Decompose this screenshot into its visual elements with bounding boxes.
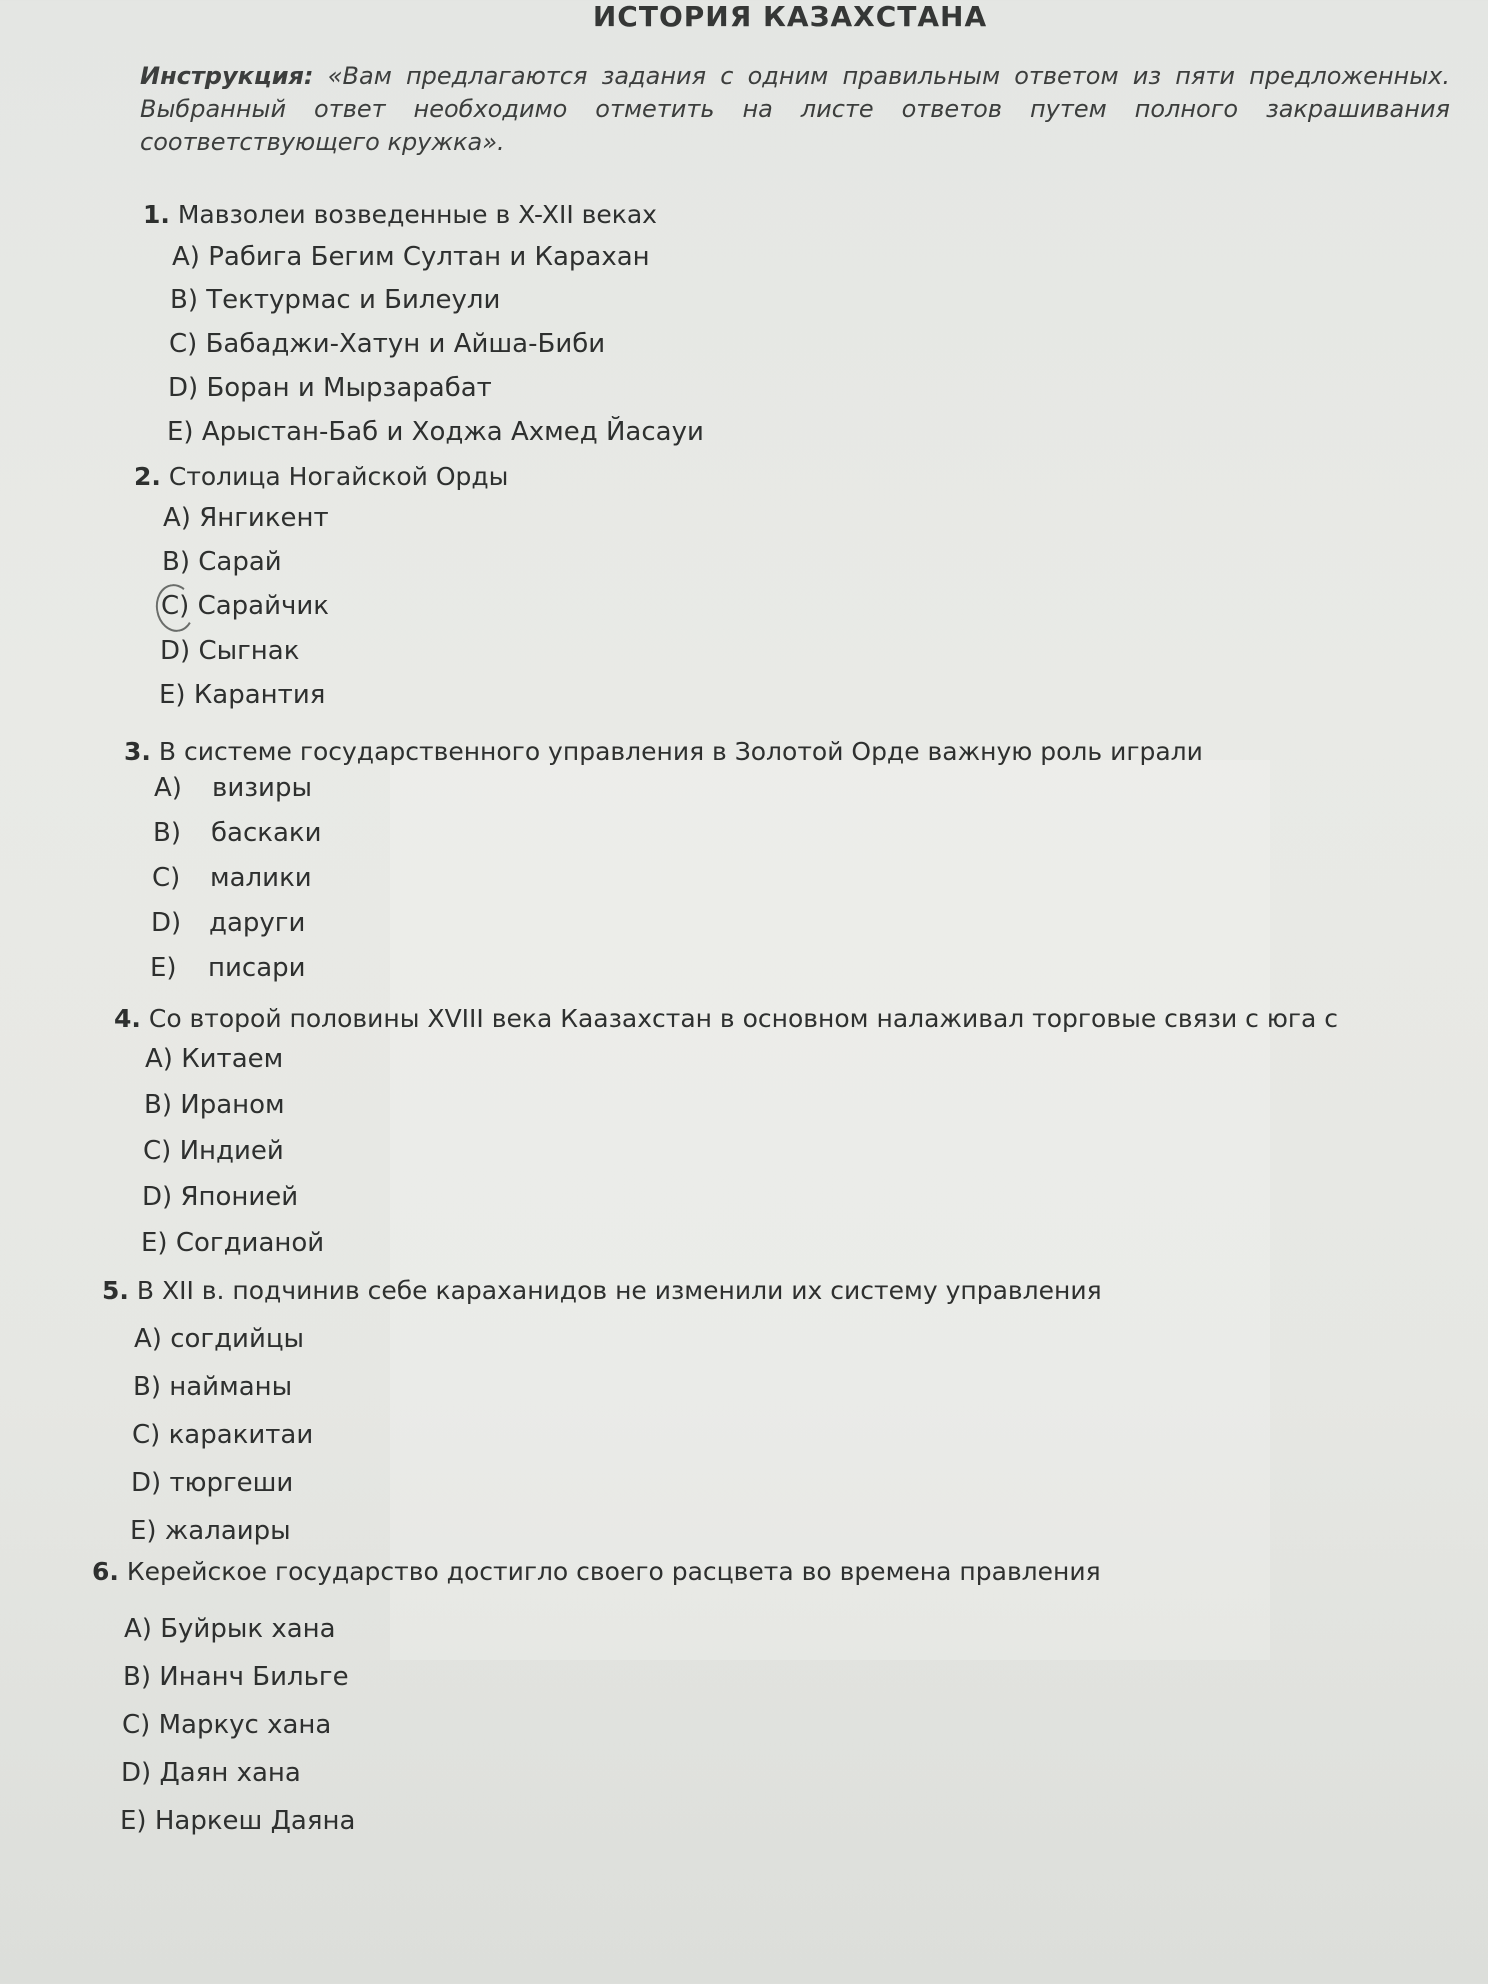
- option-text: Китаем: [181, 1044, 284, 1074]
- question-number: 6.: [92, 1557, 119, 1586]
- q6-option-b[interactable]: [123, 1662, 349, 1692]
- q1-option-a[interactable]: [172, 242, 650, 272]
- q4-option-c[interactable]: [143, 1136, 284, 1166]
- option-text: малики: [210, 863, 312, 893]
- q2-option-e[interactable]: [159, 680, 325, 710]
- option-text: Согдианой: [175, 1228, 325, 1258]
- option-text: даруги: [209, 908, 306, 938]
- option-text: Японией: [180, 1182, 299, 1212]
- option-letter: E): [130, 1516, 157, 1546]
- q1-option-c[interactable]: [169, 329, 605, 359]
- option-letter: C): [143, 1136, 172, 1166]
- option-letter: E): [159, 680, 186, 710]
- q3-option-c[interactable]: [152, 863, 312, 893]
- option-letter: B): [144, 1090, 172, 1120]
- option-letter: B): [153, 818, 181, 848]
- q1-option-b[interactable]: [170, 285, 500, 315]
- option-letter: B): [133, 1372, 161, 1402]
- option-letter: B): [162, 547, 190, 577]
- option-letter: C): [152, 863, 181, 893]
- q5-option-a[interactable]: [134, 1324, 304, 1354]
- option-letter: D): [131, 1468, 162, 1498]
- q3-option-d[interactable]: [151, 908, 305, 938]
- question-text: Керейское государство достигло своего расцвета во времена правления: [126, 1557, 1101, 1586]
- option-letter: B): [170, 285, 198, 315]
- instruction-label: Инструкция:: [140, 62, 314, 90]
- q5-option-b[interactable]: [133, 1372, 292, 1402]
- question-text: В системе государственного управления в Золотой Орде важную роль играли: [158, 737, 1203, 766]
- question-text: В XII в. подчинив себе караханидов не изменили их систему управления: [136, 1276, 1102, 1305]
- q6-option-e[interactable]: [120, 1806, 355, 1836]
- question-4: [114, 1004, 1338, 1033]
- option-letter: A): [134, 1324, 162, 1354]
- option-text: Сыгнак: [198, 636, 300, 666]
- option-letter: A): [172, 242, 200, 272]
- option-letter: C): [122, 1710, 151, 1740]
- option-letter: D): [142, 1182, 173, 1212]
- question-2: [134, 462, 508, 491]
- page-title: ИСТОРИЯ КАЗАХСТАНА: [592, 0, 988, 33]
- option-text: Маркус хана: [158, 1710, 332, 1740]
- option-letter: E): [150, 953, 177, 983]
- option-text: Наркеш Даяна: [154, 1806, 356, 1836]
- q1-option-d[interactable]: [168, 373, 492, 403]
- q2-option-a[interactable]: [163, 503, 329, 533]
- option-text: Ираном: [180, 1090, 285, 1120]
- option-letter: D): [121, 1758, 152, 1788]
- option-letter: B): [123, 1662, 151, 1692]
- q5-option-e[interactable]: [130, 1516, 291, 1546]
- option-text: Сарайчик: [197, 591, 329, 621]
- option-letter: C): [132, 1420, 161, 1450]
- option-letter: D): [160, 636, 191, 666]
- q4-option-d[interactable]: [142, 1182, 298, 1212]
- question-number: 3.: [124, 737, 151, 766]
- option-text: Бабаджи-Хатун и Айша-Биби: [205, 329, 606, 359]
- option-text: жалаиры: [164, 1516, 291, 1546]
- question-number: 1.: [143, 200, 170, 229]
- q4-option-b[interactable]: [144, 1090, 285, 1120]
- option-letter: C): [169, 329, 198, 359]
- option-text: Карантия: [193, 680, 326, 710]
- option-text: Рабига Бегим Султан и Карахан: [208, 242, 650, 272]
- question-1: [143, 200, 657, 229]
- question-text: Со второй половины XVIII века Каазахстан в основном налаживал торговые связи с юга с: [148, 1004, 1339, 1033]
- option-text: каракитаи: [168, 1420, 314, 1450]
- option-text: Сарай: [198, 547, 282, 577]
- question-number: 5.: [102, 1276, 129, 1305]
- option-text: визиры: [212, 773, 312, 803]
- q3-option-b[interactable]: [153, 818, 322, 848]
- question-5: [102, 1276, 1102, 1305]
- option-text: Буйрык хана: [160, 1614, 336, 1644]
- option-letter: A): [145, 1044, 173, 1074]
- question-number: 4.: [114, 1004, 141, 1033]
- option-letter: A): [163, 503, 191, 533]
- option-letter: A): [124, 1614, 152, 1644]
- option-letter: E): [120, 1806, 147, 1836]
- q4-option-a[interactable]: [145, 1044, 283, 1074]
- option-text: писари: [208, 953, 306, 983]
- q6-option-c[interactable]: [122, 1710, 331, 1740]
- instruction: [140, 60, 1450, 159]
- option-text: найманы: [169, 1372, 293, 1402]
- option-text: Боран и Мырзарабат: [206, 373, 492, 403]
- option-letter: D): [151, 908, 182, 938]
- option-text: Янгикент: [199, 503, 329, 533]
- q1-option-e[interactable]: [167, 417, 704, 447]
- q6-option-d[interactable]: [121, 1758, 301, 1788]
- question-text: Мавзолеи возведенные в X-XII веках: [177, 200, 657, 229]
- option-text: тюргеши: [169, 1468, 294, 1498]
- option-letter: D): [168, 373, 199, 403]
- question-text: Столица Ногайской Орды: [168, 462, 509, 491]
- q5-option-d[interactable]: [131, 1468, 293, 1498]
- q5-option-c[interactable]: [132, 1420, 313, 1450]
- q3-option-e[interactable]: [150, 953, 306, 983]
- q6-option-a[interactable]: [124, 1614, 336, 1644]
- background-watermark: [390, 760, 1270, 1660]
- option-letter: E): [141, 1228, 168, 1258]
- option-text: согдийцы: [170, 1324, 305, 1354]
- option-letter: C): [161, 591, 190, 621]
- option-text: Тектурмас и Билеули: [206, 285, 501, 315]
- question-3: [124, 737, 1203, 766]
- option-letter: E): [167, 417, 194, 447]
- option-letter: A): [154, 773, 182, 803]
- option-text: Индией: [179, 1136, 284, 1166]
- q3-option-a[interactable]: [154, 773, 312, 803]
- handwritten-circle-mark: [152, 581, 198, 635]
- q2-option-d[interactable]: [160, 636, 299, 666]
- option-text: Инанч Бильге: [159, 1662, 349, 1692]
- option-text: Арыстан-Баб и Ходжа Ахмед Йасауи: [201, 417, 704, 447]
- q2-option-b[interactable]: [162, 547, 282, 577]
- option-text: баскаки: [211, 818, 322, 848]
- instruction-text: «Вам предлагаются задания с одним правильным ответом из пяти предложенных. Выбранный ответ необходимо отметить на листе ответов путем полного закрашивания соответствующего кружка».: [140, 62, 1450, 156]
- option-text: Даян хана: [159, 1758, 301, 1788]
- question-number: 2.: [134, 462, 161, 491]
- question-6: [92, 1557, 1101, 1586]
- q4-option-e[interactable]: [141, 1228, 324, 1258]
